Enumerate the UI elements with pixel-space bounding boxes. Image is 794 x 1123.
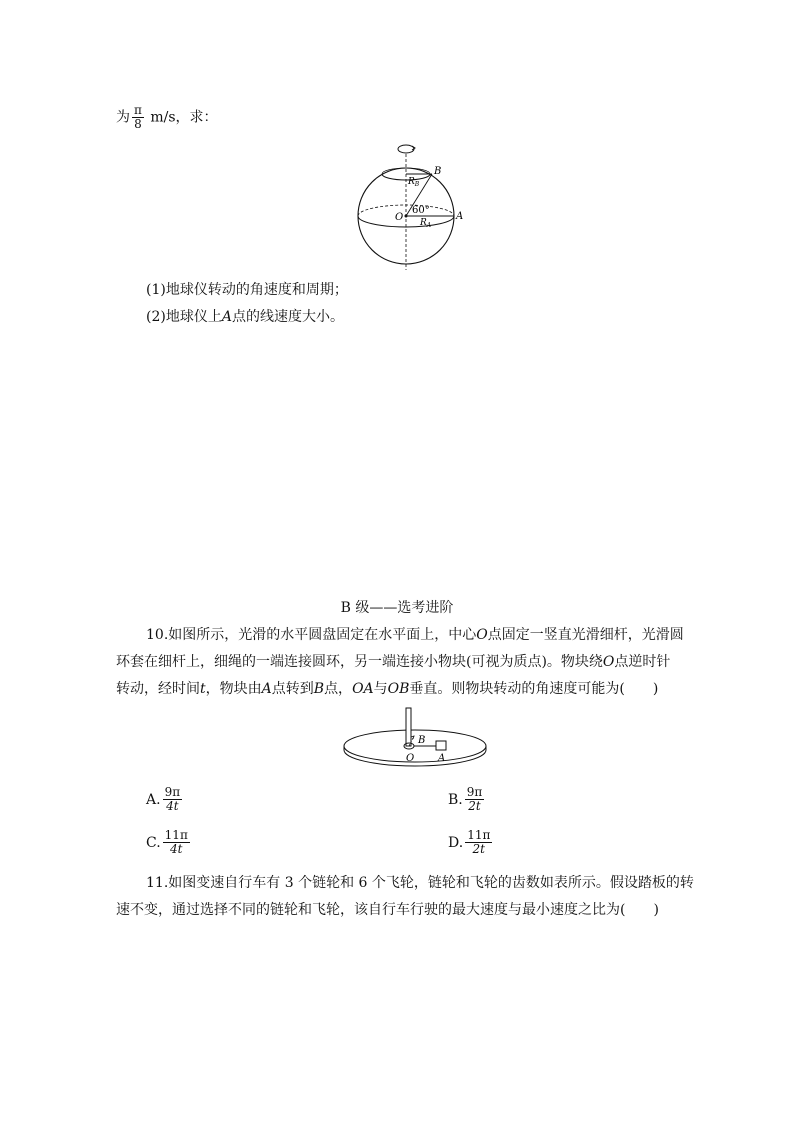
q9-suffix: m/s，求：: [145, 109, 218, 126]
rod: [406, 708, 411, 746]
rotation-arrow-icon: [398, 145, 414, 153]
option-den: 2t: [472, 842, 485, 856]
q11-line2: 速不变，通过选择不同的链轮和飞轮，该自行车行驶的最大速度与最小速度之比为( ): [116, 902, 659, 918]
option-fraction: [465, 786, 485, 813]
q10-line1-b: 点固定一竖直光滑细杆，光滑圆: [487, 627, 684, 643]
disk-label-a: A: [438, 753, 446, 764]
option-num: 9π: [164, 785, 181, 799]
q10-line2-var: O: [602, 654, 615, 670]
option-letter: B.: [448, 791, 463, 808]
globe-figure: [350, 140, 470, 272]
q10-line3-d: 点，: [324, 681, 353, 697]
option-letter: D.: [448, 834, 464, 851]
q10-option-a[interactable]: [146, 786, 184, 813]
q10-line3-OB: OB: [387, 681, 410, 697]
globe-label-rb: $R_B$: [408, 177, 420, 188]
q10-line3-A: A: [261, 681, 272, 697]
globe-label-a: A: [456, 211, 464, 222]
option-den: 4t: [166, 799, 179, 813]
option-num: 11π: [164, 828, 188, 842]
q10-line3-b: ，物块由: [205, 681, 262, 697]
section-title: B 级——选考进阶: [340, 600, 454, 616]
q10-line2-a: 环套在细杆上，细绳的一端连接圆环，另一端连接小物块(可视为质点)。物块绕: [116, 654, 603, 670]
option-den: 2t: [468, 799, 481, 813]
option-letter: C.: [146, 834, 161, 851]
q9-sub2-post: 点的线速度大小。: [231, 309, 344, 325]
q9-sub2-var: A: [221, 309, 232, 325]
disk-label-o: O: [406, 753, 415, 764]
q9-frac-num: π: [134, 103, 142, 117]
globe-label-o: O: [395, 212, 404, 223]
q10-line3-a: 转动，经时间: [116, 681, 200, 697]
q10-line3-e: 与: [373, 681, 388, 697]
option-num: 11π: [467, 828, 491, 842]
option-fraction: [163, 786, 183, 813]
q9-speed-fraction: [132, 104, 144, 131]
q10-line3-B: B: [313, 681, 325, 697]
q9-frac-den: 8: [134, 117, 142, 131]
option-fraction: [163, 829, 190, 856]
q10-line3-c: 点转到: [271, 681, 314, 697]
q10-option-d[interactable]: [448, 829, 494, 856]
q10-line2-b: 点逆时针: [614, 654, 671, 670]
disk-label-b: B: [418, 735, 426, 746]
q10-line1-var: O: [476, 627, 488, 643]
q10-line1: [146, 625, 684, 645]
option-num: 9π: [466, 785, 483, 799]
option-den: 4t: [170, 842, 183, 856]
q11-line1: 11.如图变速自行车有 3 个链轮和 6 个飞轮，链轮和飞轮的齿数如表所示。假设踏板的转: [146, 875, 694, 891]
globe-label-angle: 60°: [412, 205, 430, 216]
q10-line3-t: t: [200, 681, 206, 697]
q10-line2: [116, 652, 670, 672]
q9-sub2: [146, 307, 344, 327]
q10-line1-a: 10.如图所示，光滑的水平圆盘固定在水平面上，中心: [146, 627, 477, 643]
q10-line3-f: 垂直。则物块转动的角速度可能为( ): [409, 681, 659, 697]
option-letter: A.: [146, 791, 161, 808]
block-a: [436, 741, 446, 750]
q10-line3: [116, 679, 658, 699]
q10-line3-OA: OA: [352, 681, 374, 697]
q9-sub1: (1)地球仪转动的角速度和周期；: [146, 282, 348, 298]
globe-label-b: B: [434, 166, 442, 177]
q10-option-b[interactable]: [448, 786, 486, 813]
q9-intro-line: [116, 104, 218, 131]
q9-prefix: 为: [116, 109, 130, 126]
globe-label-ra: $R_A$: [420, 218, 432, 229]
q10-option-c[interactable]: [146, 829, 192, 856]
option-fraction: [465, 829, 492, 856]
disk-figure: [340, 706, 490, 774]
q9-sub2-pre: (2)地球仪上: [146, 309, 222, 325]
